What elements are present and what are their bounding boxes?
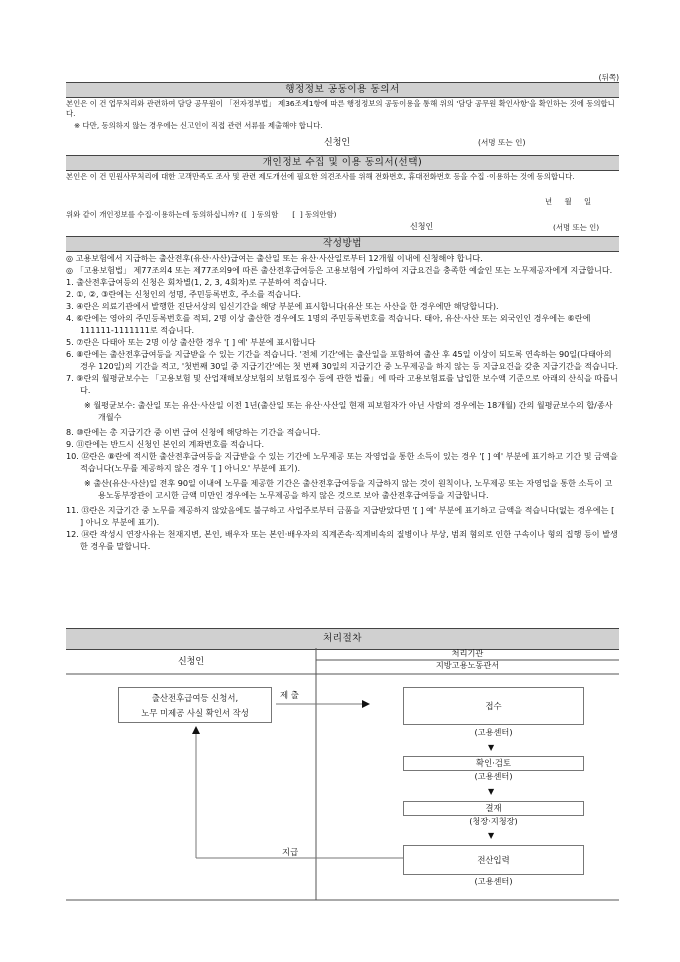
down-arrow-icon: ▼ bbox=[488, 743, 495, 752]
method-item: 12. ⑭란 작성시 연장사유는 천재지변, 본인, 배우자 또는 본인·배우자의 직계존속·직계비속의 질병이나 부상, 범죄 혐의로 인한 구속이나 형의 집행 등이 발생한 경우를 말합니다. bbox=[66, 529, 618, 551]
consent2-body: 본인은 이 건 민원사무처리에 대한 고객만족도 조사 및 관련 제도개선에 필요한 의견조사를 위해 전화번호, 휴대전화번호 등을 수집 ·이용하는 것에 동의합니다. bbox=[66, 172, 575, 181]
consent1-note: ※ 다만, 동의하지 않는 경우에는 신고인이 직접 관련 서류를 제출해야 합니다. bbox=[74, 121, 323, 130]
down-arrow-icon: ▼ bbox=[488, 787, 495, 796]
step-receive-box: 접수 bbox=[403, 687, 584, 725]
method-item: 9. ⑪란에는 반드시 신청인 본인의 계좌번호를 적습니다. bbox=[66, 439, 265, 449]
method-title: 작성방법 bbox=[66, 236, 619, 252]
method-item: ◎ 고용보험에서 지급하는 출산전후(유산·사산)급여는 출산일 또는 유산·사산일로부터 12개월 이내에 신청해야 합니다. bbox=[66, 253, 483, 263]
consent1-title: 행정정보 공동이용 동의서 bbox=[66, 82, 619, 98]
method-note: ※ 출산(유산·사산)일 전후 90일 이내에 노무를 제공한 기간은 출산전후급여등을 지급하지 않는 것이 원칙이나, 노무제공 또는 자영업을 통한 소득이 고용노동부장관이 고시한 금액 미만인 경우에는 노무제공을 하지 않은 것으로 보아 출산전후급여등을 지급합니다. bbox=[84, 478, 613, 500]
method-item: 11. ⑬란은 지급기간 중 노무를 제공하지 않았음에도 불구하고 사업주로부터 금품을 지급받았다면 '[ ] 예' 부분에 표기하고 금액을 적습니다(없는 경우에는 [ ] 아니오 부분에 표기). bbox=[66, 505, 615, 527]
applicant-box-line2: 노무 미제공 사실 확인서 작성 bbox=[141, 708, 249, 718]
method-item: 4. ⑥란에는 영아의 주민등록번호를 적되, 2명 이상 출산한 경우에도 1명의 주민등록번호를 적습니다. 태아, 유산·사산 또는 외국인인 경우에는 ⑥란에 111111-1111111로 적습니다. bbox=[66, 313, 591, 335]
consent1-body: 본인은 이 건 업무처리와 관련하여 담당 공무원이 「전자정부법」 제36조제1항에 따른 행정정보의 공동이용을 통해 위의 '담당 공무원 확인사항'을 확인하는 것에 동의합니다. bbox=[66, 99, 615, 118]
consent1-applicant-label: 신청인 bbox=[324, 138, 351, 148]
method-item: 10. ⑫란은 ⑧란에 적시한 출산전후급여등을 지급받을 수 있는 기간에 노무제공 또는 자영업을 통한 소득이 있는 경우 '[ ] 예' 부분에 표기하고 기간 및 금액을 적습니다(노무를 제공하지 않은 경우 '[ ] 아니오' 부분에 표기). bbox=[66, 451, 618, 473]
step-input-box: 전산입력 bbox=[403, 845, 584, 875]
pay-label: 지급 bbox=[282, 847, 299, 857]
consent2-question: 위와 같이 개인정보를 수집·이용하는데 동의하십니까? ([ ] 동의함 [ ] 동의안함) bbox=[66, 210, 337, 219]
consent2-title: 개인정보 수집 및 이용 동의서(선택) bbox=[66, 155, 619, 171]
method-item: 8. ⑩란에는 총 지급기간 중 이번 급여 신청에 해당하는 기간을 적습니다. bbox=[66, 427, 321, 437]
applicant-box bbox=[118, 687, 272, 723]
method-item: 1. 출산전후급여등의 신청은 회차별(1, 2, 3, 4회차)로 구분하여 적습니다. bbox=[66, 277, 327, 287]
procedure-col-applicant: 신청인 bbox=[177, 657, 205, 667]
step-approve-org: (청장·지청장) bbox=[469, 816, 518, 826]
step-review-box: 확인·검토 bbox=[403, 756, 584, 771]
consent2-sign-label: (서명 또는 인) bbox=[553, 223, 600, 232]
consent1-sign-label: (서명 또는 인) bbox=[478, 138, 526, 147]
method-item: 2. ①, ②, ③란에는 신청인의 성명, 주민등록번호, 주소를 적습니다. bbox=[66, 289, 301, 299]
step-review-org: (고용센터) bbox=[474, 771, 513, 781]
down-arrow-icon: ▼ bbox=[488, 831, 495, 840]
step-approve-box: 결재 bbox=[403, 801, 584, 816]
applicant-box-line1: 출산전후급여등 신청서, bbox=[151, 693, 239, 703]
method-note: ※ 월평균보수: 출산일 또는 유산·사산일 이전 1년(출산일 또는 유산·사산일 현재 피보험자가 아닌 사람의 경우에는 18개월) 간의 월평균보수의 합/종사개월수 bbox=[84, 400, 613, 422]
method-item: 6. ⑧란에는 출산전후급여등을 지급받을 수 있는 기간을 적습니다. '전체 기간'에는 출산일을 포함하여 출산 후 45일 이상이 되도록 연속하는 90일(다태아의 경우 120일)의 기간을 적고, '첫번째 30일 중 지급기간'에는 첫 번째 30일의 지급기간 중 노무제공을 하지 않는 등 지급요건을 갖춘 지급기간을 적습니다. bbox=[66, 349, 619, 371]
method-item: 3. ④란은 의료기관에서 발행한 진단서상의 임신기간을 해당 부분에 표시합니다(유산 또는 사산을 한 경우에만 해당합니다). bbox=[66, 301, 499, 311]
method-item: 7. ⑨란의 월평균보수는 「고용보험 및 산업재해보상보험의 보험료징수 등에 관한 법률」에 따라 고용보험료를 납입한 보수액 기준으로 아래의 산식을 따릅니다. bbox=[66, 373, 618, 395]
procedure-title: 처리절차 bbox=[66, 628, 619, 650]
procedure-col-agency-sub: 지방고용노동관서 bbox=[435, 660, 500, 670]
page-mark: (뒤쪽) bbox=[598, 73, 619, 82]
step-input-org: (고용센터) bbox=[474, 876, 513, 886]
method-item: ◎ 「고용보험법」 제77조의4 또는 제77조의9에 따른 출산전후급여등은 고용보험에 가입하여 지급요건을 충족한 예술인 또는 노무제공자에게 지급합니다. bbox=[66, 265, 613, 275]
consent2-date-line: 년 월 일 bbox=[545, 197, 592, 206]
submit-label: 제 출 bbox=[280, 690, 299, 700]
method-item: 5. ⑦란은 다태아 또는 2명 이상 출산한 경우 '[ ] 예' 부분에 표시합니다 bbox=[66, 337, 316, 347]
procedure-col-agency: 처리기관 bbox=[451, 648, 484, 658]
step-receive-org: (고용센터) bbox=[474, 727, 513, 737]
consent2-applicant-label: 신청인 bbox=[410, 222, 434, 231]
